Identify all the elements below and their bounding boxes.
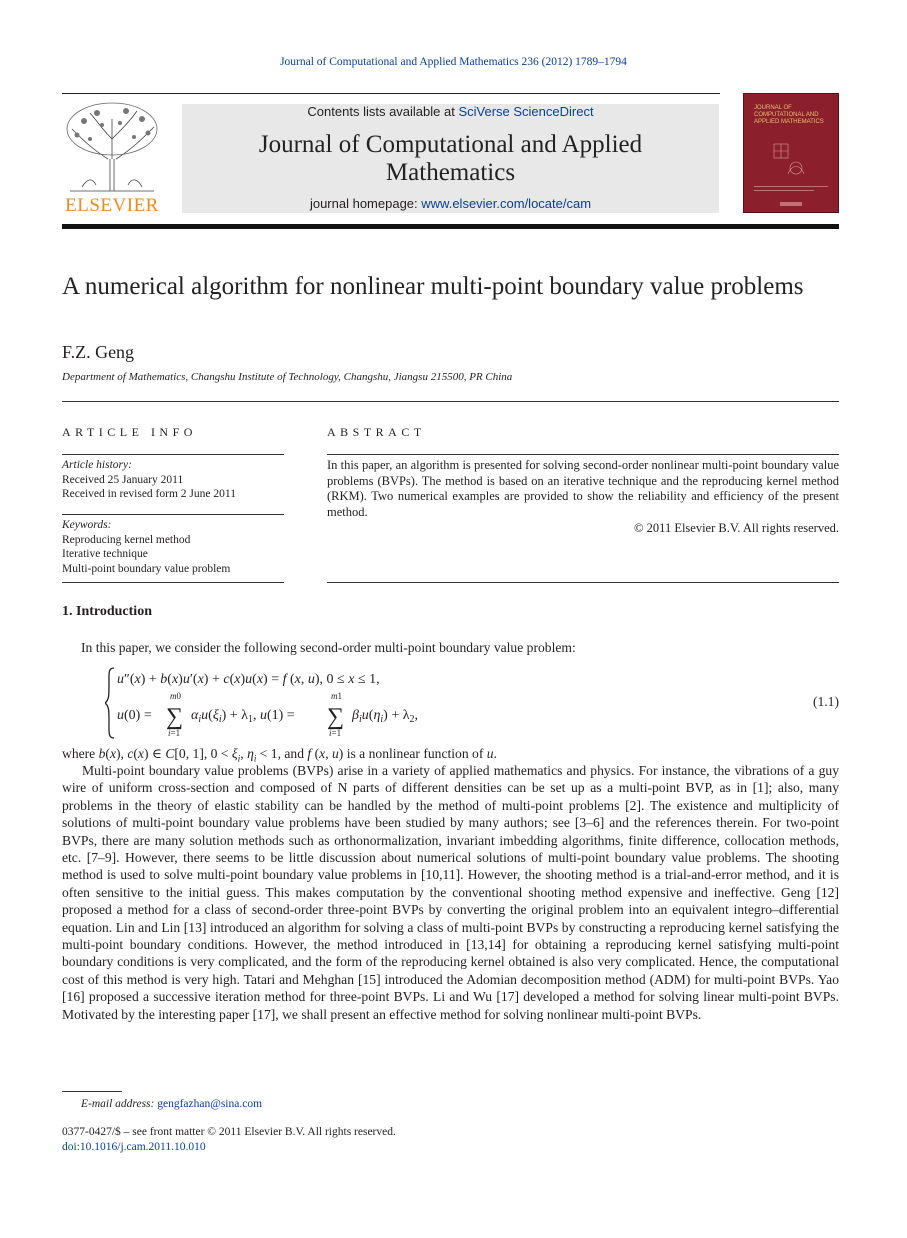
- svg-text:u″(x) + b(x)u′(x) + c(x)u(x) =: u″(x) + b(x)u′(x) + c(x)u(x) = f (x, u), 0 ≤ x ≤ 1,: [117, 672, 380, 687]
- article-title: A numerical algorithm for nonlinear multi-point boundary value problems: [62, 273, 804, 300]
- introduction-paragraph-text: Multi-point boundary value problems (BVPs) arise in a variety of applied mathematics and physics. For instance, the vibrations of a guy wire of uniform cross-section and composed of N parts of different densities can be set up as a multi-point BVP, as in [1]; also, many problems in the theory of elastic stability can be handled by the method of multi-point problems [2]. The existence and multiplicity of solutions of multi-point boundary value problems have been studied by many authors; see [3–6] and the references therein. For two-point BVPs, there are many solution methods such as orthonormalization, invariant imbedding algorithms, finite difference, collocation methods, etc. [7–9]. However, there seems to be little discussion about numerical solutions of multi-point boundary value problems. The shooting method is used to solve multi-point boundary value problems in [10,11]. However, the shooting method is a trial-and-error method, and it is often sensitive to the initial guess. This makes computation by the conventional shooting method expensive and ineffective. Geng [12] proposed a method for a class of second-order three-point BVPs by converting the original problem into an equivalent integro–differential equation. Lin and Lin [13] introduced an algorithm for solving a class of multi-point BVPs by constructing a reproducing kernel satisfying the multi-point boundary conditions. However, the method introduced in [13,14] for obtaining a reproducing kernel satisfying multi-point boundary conditions is very complicated, and the form of the reproducing kernel obtained is also very complicated. Hence, the computational cost of this method is very high. Tatari and Mehghan [15] introduced the Adomian decomposition method (ADM) for multi-point BVPs. Yao [16] proposed a successive iteration method for three-point BVPs. Li and Wu [17] developed a method for solving linear multi-point BVPs. Motivated by the interesting paper [17], we shall present an effective method for solving nonlinear multi-point BVPs.: [62, 763, 839, 1022]
- abstract-heading: ABSTRACT: [327, 425, 426, 439]
- elsevier-logo[interactable]: [62, 99, 162, 213]
- article-info-rule-mid: [62, 514, 284, 515]
- svg-text:i=1: i=1: [329, 728, 342, 738]
- contents-prefix: Contents lists available at: [307, 104, 459, 119]
- keyword-item: Reproducing kernel method: [62, 533, 191, 546]
- journal-cover-thumbnail[interactable]: [743, 93, 839, 213]
- svg-text:JOURNAL OF: JOURNAL OF: [754, 105, 792, 111]
- keyword-item: Iterative technique: [62, 548, 148, 560]
- doi-link[interactable]: doi:10.1016/j.cam.2011.10.010: [62, 1141, 206, 1153]
- footnote-rule: [62, 1091, 122, 1092]
- journal-title-line-2: Mathematics: [385, 159, 516, 186]
- svg-text:∑: ∑: [166, 704, 184, 730]
- svg-text:ELSEVIER: ELSEVIER: [65, 195, 159, 213]
- masthead: [62, 93, 839, 213]
- author-email-line: [81, 1098, 262, 1110]
- svg-text:∑: ∑: [327, 704, 345, 730]
- front-matter-text: 0377-0427/$ – see front matter © 2011 Elsevier B.V. All rights reserved.: [62, 1126, 396, 1138]
- article-history: [62, 458, 284, 502]
- author-name[interactable]: F.Z. Geng: [62, 342, 135, 362]
- svg-text:βiu(ηi) + λ2,: $\beta_iu(\eta_i) + \lambda_2$,: [352, 708, 419, 725]
- abstract-text: In this paper, an algorithm is presented for solving second-order nonlinear multi-point boundary value problems (BVPs). The method is based on an iterative technique and the reproducing kernel method (RKM). Two numerical examples are provided to show the reliability and efficiency of the present method.: [327, 458, 839, 519]
- journal-title: [182, 131, 719, 187]
- history-label: Article history:: [62, 459, 132, 471]
- homepage-prefix: journal homepage:: [309, 196, 422, 211]
- article-info-rule-top: [62, 454, 284, 455]
- article-info-rule-bottom: [62, 582, 284, 583]
- introduction-paragraph: [62, 762, 839, 1023]
- email-link[interactable]: gengfazhan@sina.com: [157, 1098, 263, 1110]
- svg-text:m0: m0: [170, 691, 181, 701]
- keyword-item: Multi-point boundary value problem: [62, 562, 231, 575]
- masthead-divider: [62, 224, 839, 229]
- article-info-heading: ARTICLE INFO: [62, 425, 197, 439]
- keywords-label: Keywords:: [62, 519, 112, 531]
- received-date: Received 25 January 2011: [62, 473, 184, 486]
- journal-cover-art-icon: [744, 94, 838, 212]
- abstract-copyright: © 2011 Elsevier B.V. All rights reserved.: [634, 521, 839, 535]
- equation-number: (1.1): [812, 694, 839, 709]
- elsevier-tree-icon: [62, 99, 162, 213]
- author-affiliation: Department of Mathematics, Changshu Institute of Technology, Changshu, Jiangsu 215500, PR China: [62, 371, 513, 383]
- abstract-rule-bottom: [327, 582, 839, 583]
- journal-title-line-1: Journal of Computational and Applied: [258, 131, 643, 158]
- introduction-first-line: In this paper, we consider the following second-order multi-point boundary value problem:: [81, 640, 576, 655]
- equation-image: [105, 666, 465, 740]
- svg-text:m1: m1: [331, 691, 342, 701]
- equation-conditions: where b(x), c(x) ∈ C[0, 1], $0 < \xi_i$, $\eta_i < 1$, and f (x, u) is a nonlinear function of u.: [62, 746, 497, 764]
- front-matter: [62, 1125, 396, 1155]
- header-top-rule: [62, 93, 720, 94]
- title-divider: [62, 401, 839, 402]
- revised-date: Received in revised form 2 June 2011: [62, 488, 236, 500]
- homepage-line: [182, 196, 719, 211]
- journal-reference[interactable]: Journal of Computational and Applied Mathematics 236 (2012) 1789–1794: [280, 56, 627, 68]
- svg-text:αiu(ξi) + λ1, u(1) =: $\alpha_iu(\xi_i) + \lambda_1$, u(1) =: [191, 708, 295, 725]
- svg-text:u(0) =: u(0) =: [117, 708, 152, 723]
- svg-text:APPLIED MATHEMATICS: APPLIED MATHEMATICS: [754, 119, 824, 125]
- svg-text:COMPUTATIONAL AND: COMPUTATIONAL AND: [754, 112, 819, 118]
- equation-1-1: [105, 666, 839, 738]
- abstract-rule-top: [327, 454, 839, 455]
- journal-header-panel: [182, 104, 719, 213]
- homepage-link[interactable]: www.elsevier.com/locate/cam: [421, 196, 592, 211]
- email-label: E-mail address:: [81, 1098, 158, 1110]
- introduction-heading: 1. Introduction: [62, 604, 152, 619]
- sciencedirect-link[interactable]: SciVerse ScienceDirect: [458, 104, 594, 119]
- keywords-block: [62, 518, 284, 576]
- svg-text:i=1: i=1: [168, 728, 181, 738]
- contents-line: [182, 104, 719, 119]
